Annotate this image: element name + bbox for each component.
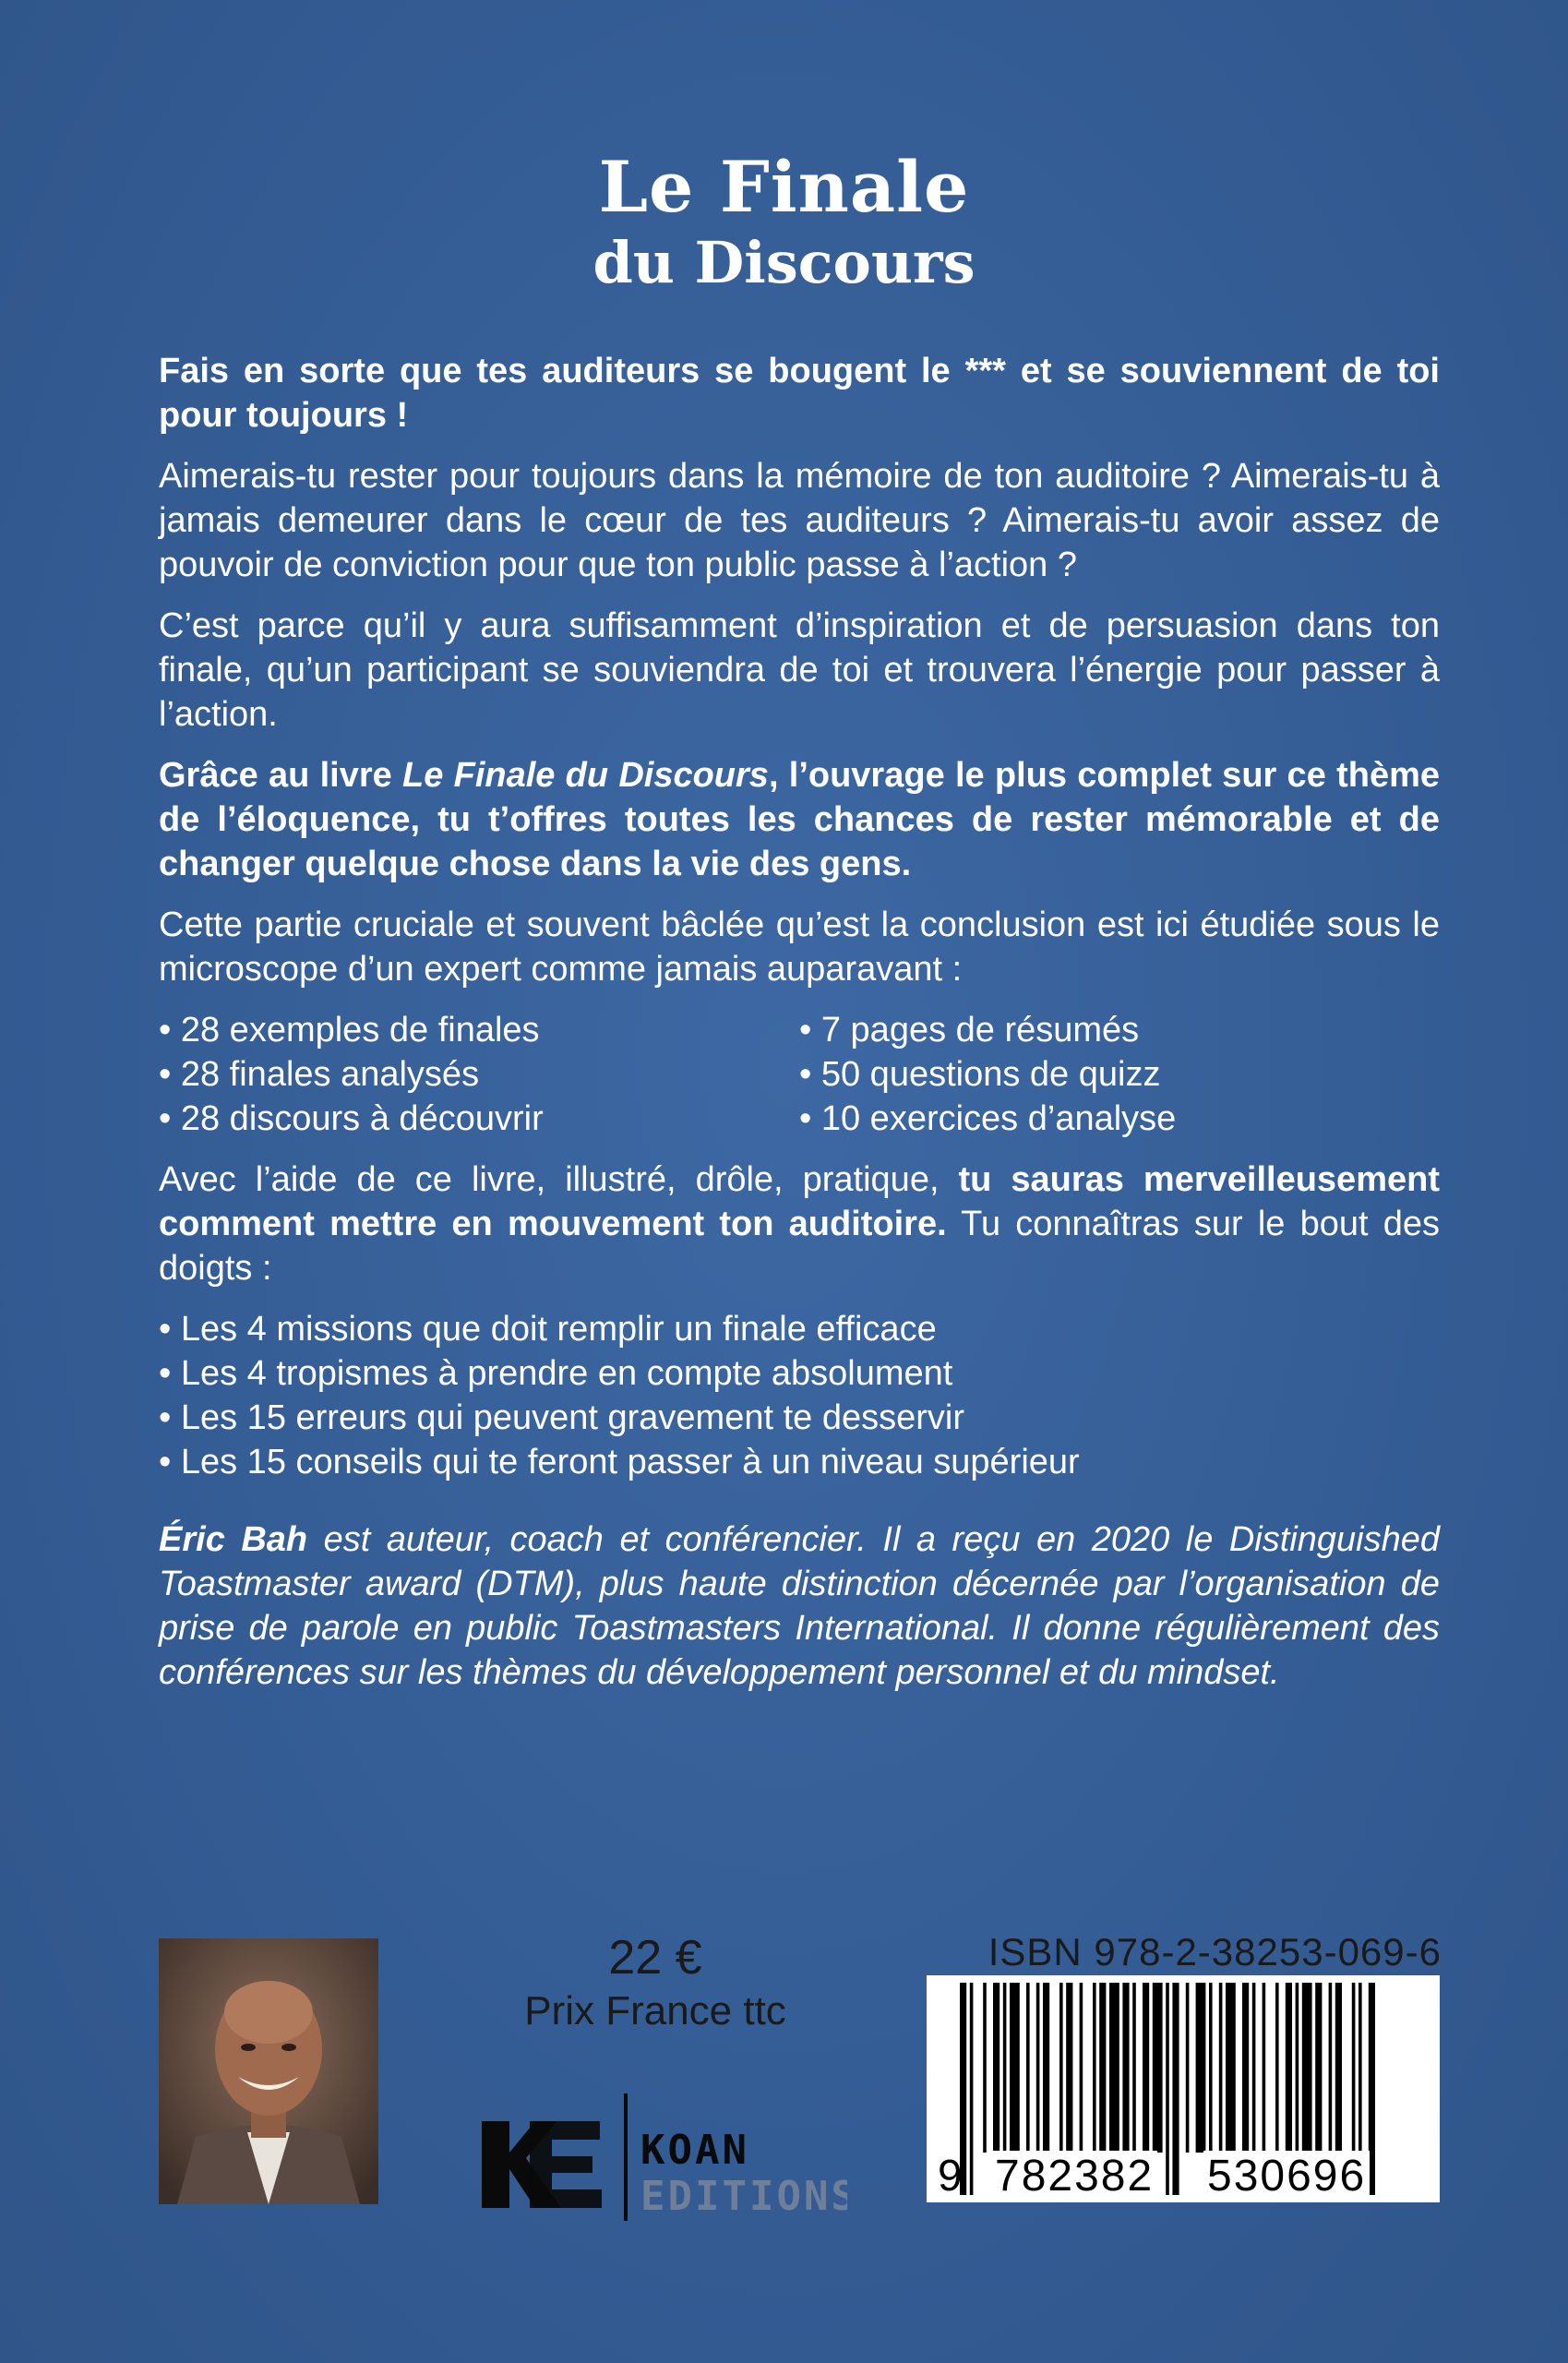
barcode-bar (1196, 1983, 1206, 2153)
avec-prefix: Avec l’aide de ce livre, illustré, drôle, pratique, (159, 1160, 959, 1199)
barcode-bar (1010, 1983, 1020, 2153)
author-name: Éric Bah (159, 1520, 308, 1559)
barcode-bar (1036, 1983, 1040, 2153)
barcode-digits (927, 2151, 1440, 2202)
barcode-digit-first: 9 (938, 2152, 963, 2201)
grace-paragraph (159, 753, 1440, 886)
barcode-bar (1153, 1983, 1163, 2153)
barcode-bar (1132, 1983, 1136, 2153)
inspiration-paragraph: C’est parce qu’il y aura suffisamment d’inspiration et de persuasion dans ton finale, qu’un participant se souviendra de toi et trouvera l’énergie pour passer à l’action. (159, 606, 1440, 734)
crucial-paragraph: Cette partie cruciale et souvent bâclée qu’est la conclusion est ici étudiée sous le microscope d’un expert comme jamais auparavant : (159, 906, 1440, 989)
barcode-bar (1359, 1983, 1362, 2153)
avec-suffix: Tu connaîtras sur le bout des doigts : (159, 1205, 1441, 1288)
isbn-barcode (927, 1975, 1440, 2202)
barcode-bar (1252, 1983, 1256, 2153)
questions-paragraph: Aimerais-tu rester pour toujours dans la mémoire de ton auditoire ? Aimerais-tu à jamais demeurer dans le cœur de tes auditeurs ? Aimerais-tu avoir assez de pouvoir de conviction pour que ton public passe à l’action ? (159, 457, 1440, 584)
grace-suffix: , l’ouvrage le plus complet sur ce thème de l’éloquence, tu t’offres toutes les chances de rester mémorable et de changer quelque chose dans la vie des gens. (159, 756, 1440, 883)
barcode-bar (1093, 1983, 1096, 2153)
barcode-bar (983, 1983, 987, 2153)
price-amount: 22 € (608, 1931, 702, 1985)
barcode-bar (1226, 1983, 1236, 2153)
barcode-digits-left: 782382 (991, 2151, 1157, 2202)
barcode-bar (1043, 1983, 1049, 2153)
list-item: • Les 15 conseils qui te feront passer à un niveau supérieur (159, 1443, 1080, 1481)
features-column-left (159, 1008, 799, 1141)
list-item: • Les 15 erreurs qui peuvent gravement te desservir (159, 1398, 964, 1437)
barcode-bar (1352, 1983, 1356, 2153)
list-item: • Les 4 missions que doit remplir un finale efficace (159, 1310, 937, 1349)
barcode-bar (1059, 1983, 1063, 2153)
author-photo (159, 1938, 378, 2204)
avec-paragraph (159, 1158, 1440, 1290)
list-item: • 50 questions de quizz (799, 1055, 1161, 1094)
barcode-bar (1066, 1983, 1072, 2153)
author-bio-text: est auteur, coach et conférencier. Il a reçu en 2020 le Distinguished Toastmaster award (DTM), plus haute distinction décernée par l’organisation de prise de parole en public Toastmasters International. Il donne régulièrement des conférences sur les thèmes du développement personnel et du mindset. (159, 1520, 1440, 1692)
barcode-bar (1296, 1983, 1299, 2153)
barcode-bar (1335, 1983, 1342, 2153)
list-item: • 10 exercices d’analyse (799, 1099, 1177, 1138)
barcode-digits-right: 530696 (1203, 2151, 1370, 2202)
title-line-1: Le Finale (598, 146, 970, 228)
author-portrait-illustration (159, 1938, 378, 2204)
learnings-list (159, 1307, 1440, 1484)
barcode-bar (1302, 1983, 1312, 2153)
koan-editions-logo (478, 2088, 847, 2226)
publisher-name-line2: EDITIONS (640, 2173, 847, 2220)
barcode-bar (1109, 1983, 1119, 2153)
barcode-bar (1329, 1983, 1333, 2153)
price-block (471, 1929, 840, 2036)
avec-bold: tu sauras merveilleusement comment mettre en mouvement ton auditoire. (159, 1160, 1440, 1243)
barcode-bar (1080, 1983, 1083, 2153)
barcode-bar (993, 1983, 999, 2153)
barcode-bar (1209, 1983, 1213, 2153)
barcode-bar (1315, 1983, 1322, 2153)
author-bio (159, 1517, 1440, 1695)
list-item: • 28 finales analysés (159, 1055, 480, 1094)
title-line-2: du Discours (592, 229, 976, 296)
barcode-bar (1099, 1983, 1106, 2153)
price-label: Prix France ttc (524, 1988, 786, 2033)
barcode-bar (1186, 1983, 1190, 2153)
book-title-reference: Le Finale du Discours (402, 756, 769, 795)
barcode-bar (1242, 1983, 1249, 2153)
list-item: • 28 discours à découvrir (159, 1099, 544, 1138)
isbn-label: ISBN 978-2-38253-069-6 (987, 1930, 1442, 1973)
features-column-right (799, 1008, 1440, 1141)
barcode-bar (1275, 1983, 1279, 2153)
publisher-logo (478, 2088, 847, 2226)
book-title (0, 146, 1568, 297)
list-item: • 28 exemples de finales (159, 1011, 540, 1050)
blurb (159, 349, 1440, 1711)
barcode-bar (1143, 1983, 1149, 2153)
barcode-bar (1003, 1983, 1007, 2153)
ke-monogram-icon (482, 2121, 602, 2208)
features-list (159, 1008, 1440, 1141)
barcode-bar (1026, 1983, 1030, 2153)
logo-divider (624, 2093, 628, 2221)
barcode-bar (1122, 1983, 1129, 2153)
barcode-bar (1286, 1983, 1292, 2153)
barcode-bar (1219, 1983, 1223, 2153)
list-item: • 7 pages de résumés (799, 1011, 1140, 1050)
grace-prefix: Grâce au livre (159, 756, 403, 795)
intro-paragraph: Fais en sorte que tes auditeurs se bougent le *** et se souviennent de toi pour toujours ! (159, 352, 1440, 435)
barcode-bar (1263, 1983, 1266, 2153)
list-item: • Les 4 tropismes à prendre en compte absolument (159, 1354, 953, 1393)
publisher-name-line1: KOAN (640, 2127, 749, 2174)
